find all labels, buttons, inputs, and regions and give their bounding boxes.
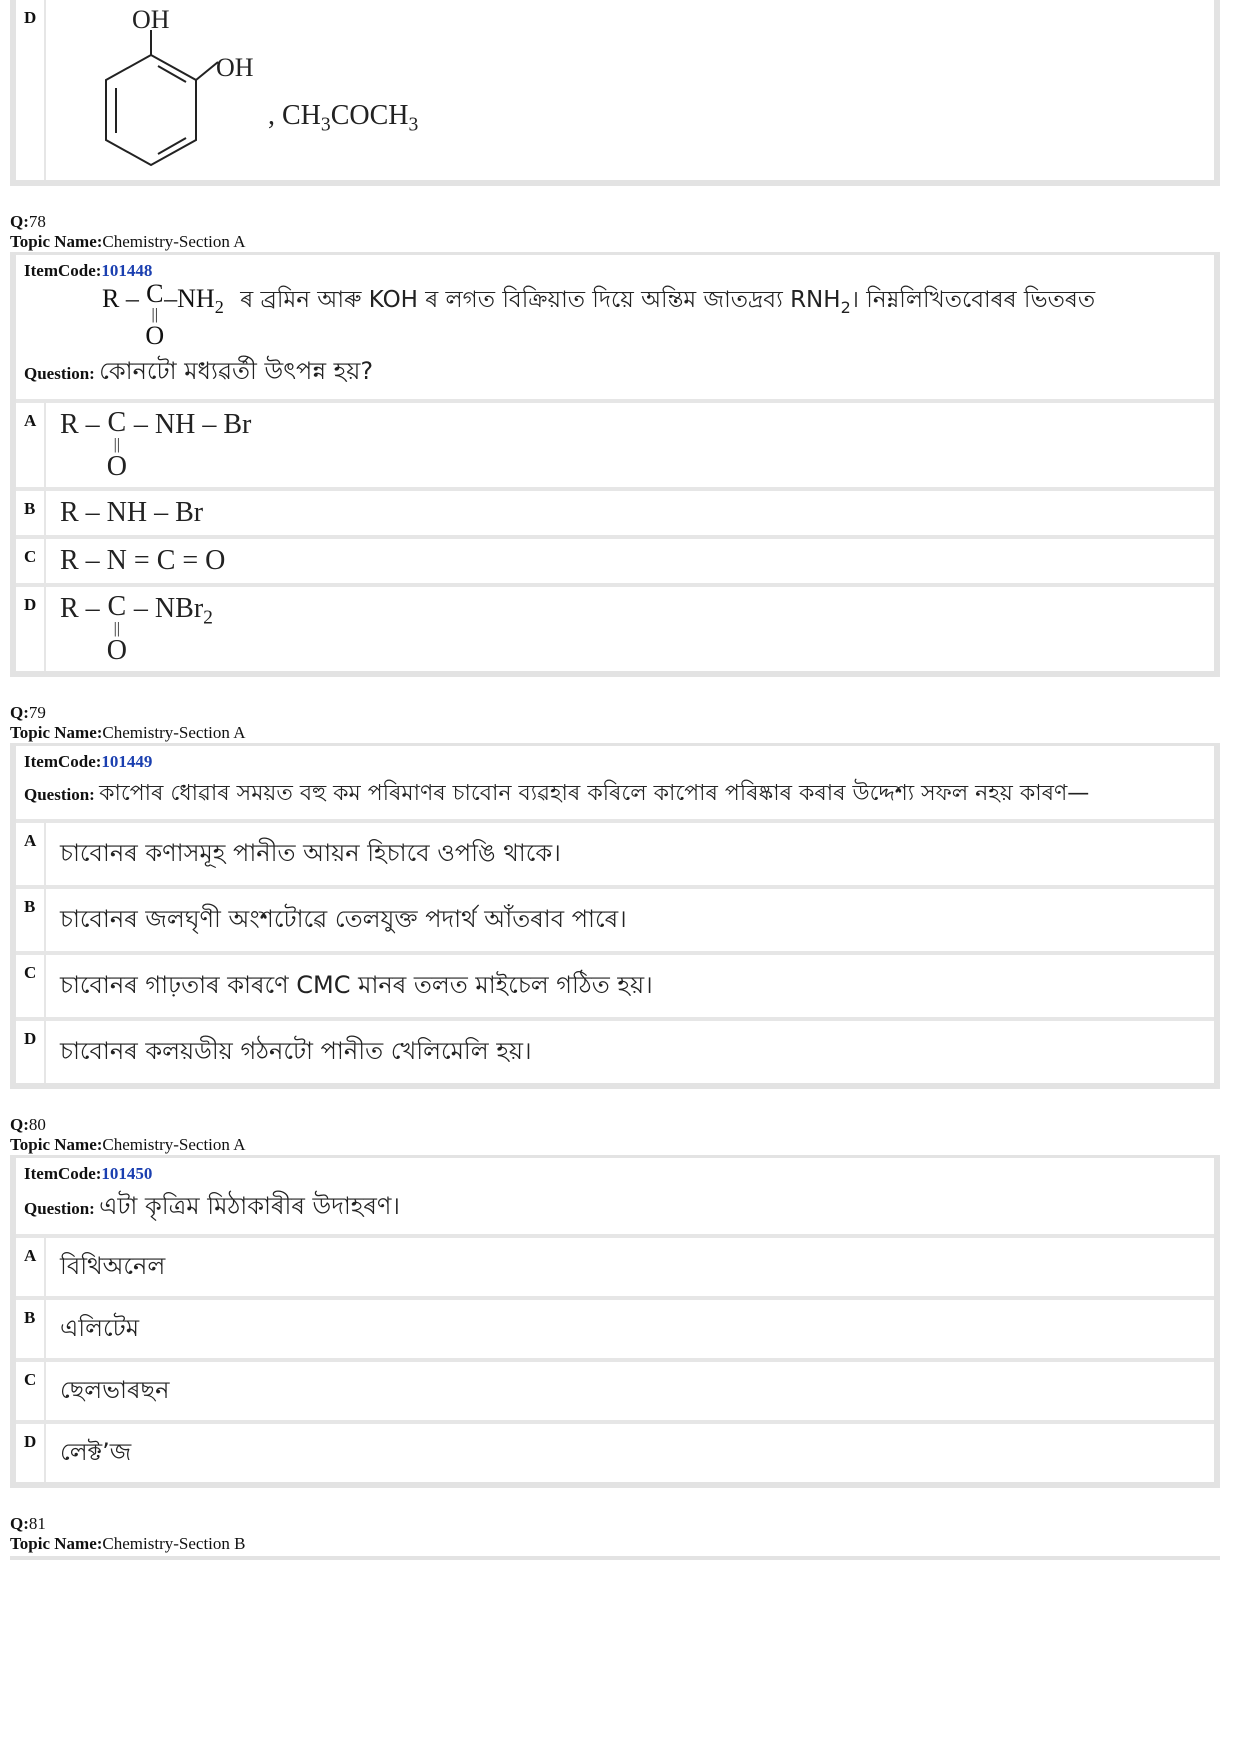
topic-name: Chemistry-Section B (102, 1534, 246, 1553)
option-a[interactable]: A R – C || O – NH – Br (16, 403, 1214, 491)
topic-name: Chemistry-Section A (102, 232, 246, 251)
question: Question: কাপোৰ ধোৱাৰ সময়ত বহু কম পৰিমাণৰ চাবোন ব্যৱহাৰ কৰিলে কাপোৰ পৰিষ্কাৰ কৰাৰ উদ্দেশ্য সফল নহয় কাৰণ— (24, 781, 1090, 806)
option-text: এলিটেম (60, 1314, 140, 1342)
oh-label-2: OH (216, 53, 254, 82)
option-text: চাবোনৰ কণাসমূহ পানীত আয়ন হিচাবে ওপঙি থাকে। (60, 839, 561, 867)
question-number: 80 (28, 1115, 46, 1134)
option-text: R – C || O – NBr$_2$ (60, 591, 213, 666)
option-d[interactable]: D R – C || O – NBr$_2$ (16, 587, 1214, 671)
q77-option-d[interactable] (16, 0, 1214, 180)
q81-header: Q:81 Topic Name:Chemistry-Section B (10, 1514, 246, 1553)
oh-label-1: OH (132, 5, 170, 34)
option-text: R – C || O – NH – Br (60, 407, 252, 482)
exam-page (10, 0, 1220, 1560)
itemcode: ItemCode:101450 (24, 1164, 153, 1183)
q78-stem: R – C || O $-NH_2$ ৰ ব্ৰমিন আৰু KOH ৰ লগত বিক্ৰিয়াত দিয়ে অন্তিম জাতদ্ৰব্য $RNH_2।$ নিম্নলিখিতবোৰৰ ভিতৰত (102, 279, 1096, 350)
q79-header: Q:79 Topic Name:Chemistry-Section A (10, 703, 246, 742)
option-d[interactable]: D চাবোনৰ কলয়ডীয় গঠনটো পানীত খেলিমেলি হয়। (16, 1021, 1214, 1083)
question-number: 79 (28, 703, 46, 722)
option-c[interactable]: C ছেলভাৰছন (16, 1362, 1214, 1424)
itemcode: ItemCode:101449 (24, 752, 153, 771)
q80-options (16, 1234, 1214, 1482)
option-text: R – NH – Br (60, 497, 204, 528)
topic-name: Chemistry-Section A (102, 1135, 246, 1154)
option-d[interactable]: D লেক্টʼজ (16, 1424, 1214, 1482)
option-text: চাবোনৰ গাঢ়তাৰ কাৰণে CMC মানৰ তলত মাইচেল গঠিত হয়। (60, 971, 653, 999)
q79-box (10, 743, 1220, 1089)
option-b[interactable]: B চাবোনৰ জলঘৃণী অংশটোৱে তেলযুক্ত পদাৰ্থ আঁতৰাব পাৰে। (16, 889, 1214, 955)
option-text: চাবোনৰ জলঘৃণী অংশটোৱে তেলযুক্ত পদাৰ্থ আঁতৰাব পাৰে। (60, 905, 627, 933)
acetone-formula: , $CH_3COCH_3$ (268, 100, 419, 136)
q80-header: Q:80 Topic Name:Chemistry-Section A (10, 1115, 246, 1154)
q78-box (10, 252, 1220, 677)
q79-options (16, 819, 1214, 1083)
q80-box (10, 1155, 1220, 1488)
topic-name: Chemistry-Section A (102, 723, 246, 742)
question: Question: কোনটো মধ্যৱৰ্তী উৎপন্ন হয়? (24, 357, 374, 385)
option-c[interactable]: C চাবোনৰ গাঢ়তাৰ কাৰণে CMC মানৰ তলত মাইচেল গঠিত হয়। (16, 955, 1214, 1021)
inner-bond-3 (158, 138, 186, 154)
q81-box-top (10, 1556, 1220, 1560)
inner-bond-2 (158, 66, 186, 82)
option-text: লেক্টʼজ (60, 1438, 132, 1466)
option-text: R – N = C = O (60, 545, 226, 576)
option-a[interactable]: A চাবোনৰ কণাসমূহ পানীত আয়ন হিচাবে ওপঙি থাকে। (16, 823, 1214, 889)
oh-bond-2 (196, 62, 218, 80)
benzene-ring (106, 55, 196, 165)
q77-options (10, 0, 1220, 186)
option-text: চাবোনৰ কলয়ডীয় গঠনটো পানীত খেলিমেলি হয়। (60, 1037, 532, 1065)
option-text: বিথিঅনেল (60, 1252, 166, 1280)
q78-header: Q:78 Topic Name:Chemistry-Section A (10, 212, 246, 251)
catechol-structure (46, 0, 466, 180)
question-number: 78 (28, 212, 46, 231)
option-label: D (16, 0, 46, 180)
option-b[interactable]: B এলিটেম (16, 1300, 1214, 1362)
itemcode: ItemCode:101448 (24, 261, 153, 280)
question-number: 81 (28, 1514, 46, 1533)
option-b[interactable]: B R – NH – Br (16, 491, 1214, 539)
option-c[interactable]: C R – N = C = O (16, 539, 1214, 587)
option-a[interactable]: A বিথিঅনেল (16, 1238, 1214, 1300)
q78-options (16, 399, 1214, 671)
option-content (46, 0, 1214, 180)
option-text: ছেলভাৰছন (60, 1376, 170, 1404)
question: Question: এটা কৃত্ৰিম মিঠাকাৰীৰ উদাহৰণ। (24, 1192, 400, 1220)
